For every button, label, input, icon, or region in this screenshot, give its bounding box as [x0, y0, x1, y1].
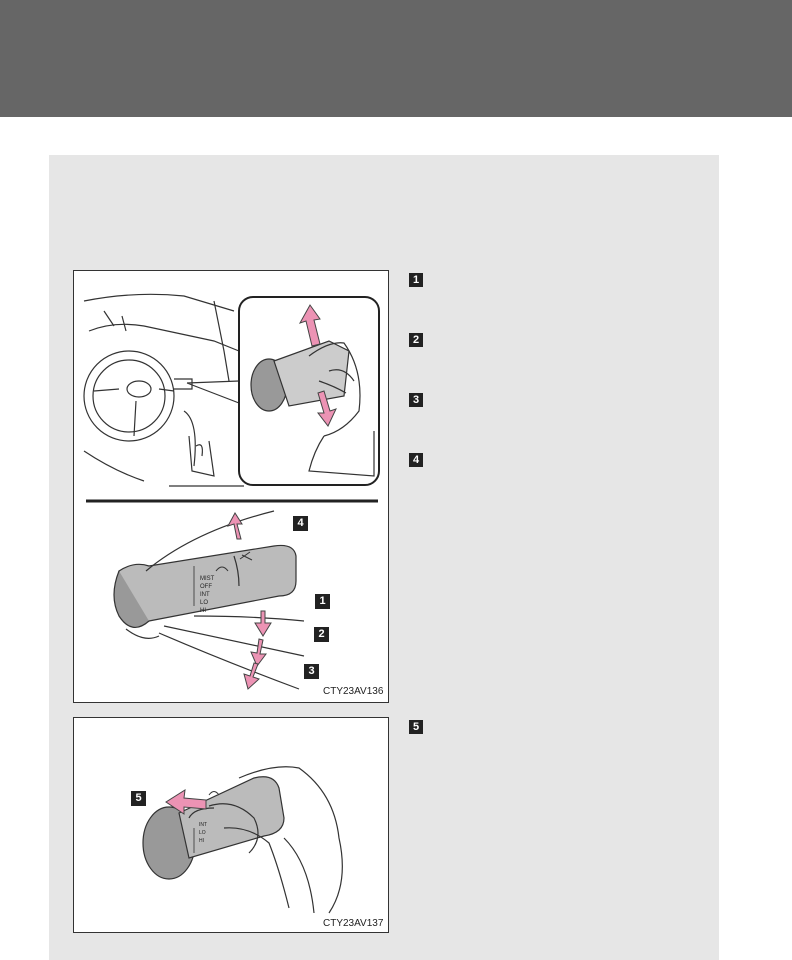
figure-caption: CTY23AV136 [323, 686, 384, 697]
lever-mark: OFF [200, 584, 212, 590]
callout-badge: 4 [293, 516, 308, 531]
callout-badge: 1 [315, 594, 330, 609]
callout-badge: 5 [131, 791, 146, 806]
lever-mark: LO [199, 830, 206, 836]
lever-mark: INT [199, 822, 208, 828]
figure-caption: CTY23AV137 [323, 918, 384, 929]
lever-mark: HI [200, 608, 206, 614]
step-label-5: 5 [409, 720, 423, 734]
step-label-3: 3 [409, 393, 423, 407]
callout-badge: 3 [304, 664, 319, 679]
step-label-1: 1 [409, 273, 423, 287]
step-label-4: 4 [409, 453, 423, 467]
lever-mark: MIST [200, 576, 215, 582]
callout-badge: 2 [314, 627, 329, 642]
wiper-lever-figure [73, 270, 389, 703]
lever-mark: INT [200, 592, 210, 598]
lever-pull-illustration [74, 718, 390, 934]
step-label-2: 2 [409, 333, 423, 347]
lever-mark: HI [199, 838, 204, 844]
wiper-lever-illustration [74, 271, 390, 704]
wiper-lever-pull-figure [73, 717, 389, 933]
lever-mark: LO [200, 600, 209, 606]
page-header-band [0, 0, 792, 117]
